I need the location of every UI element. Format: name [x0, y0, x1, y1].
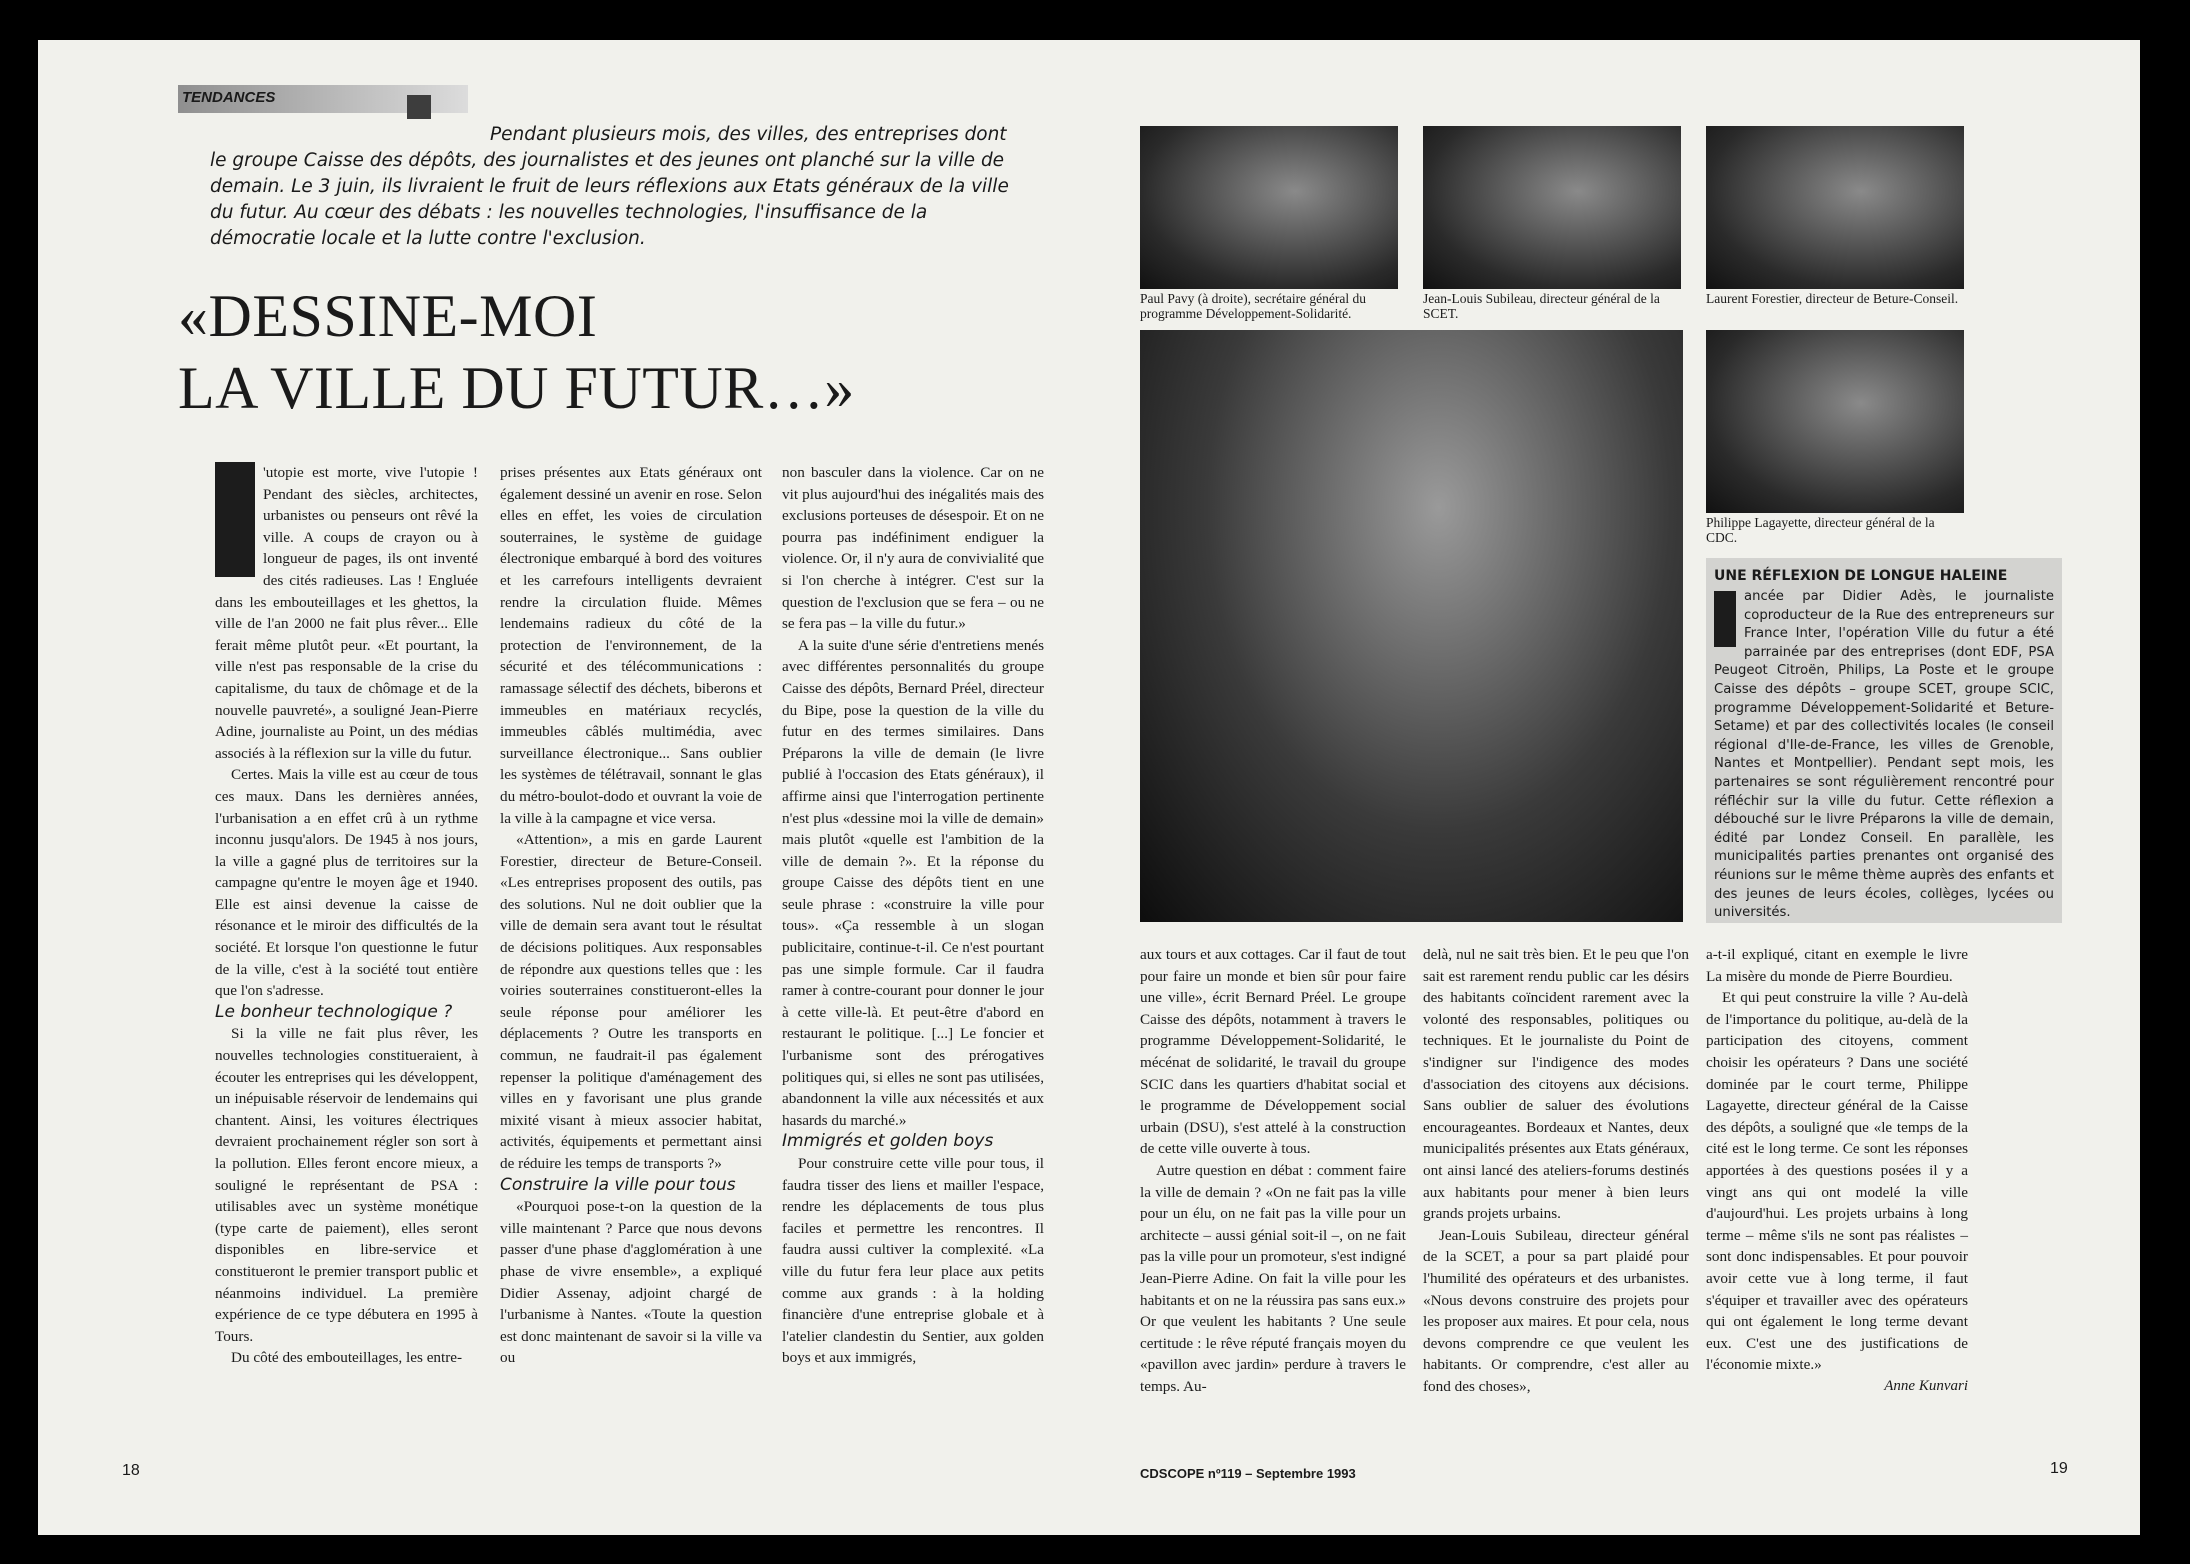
- paragraph: Et qui peut construire la ville ? Au-delà de l'importance du politique, au-delà de la participation des citoyens, comment choisir les opérateurs ? Dans une société dominée par le court terme, Philippe Lagayette, directeur général de la Caisse des dépôts, a souligné que «le temps de la cité est le long terme. Ce sont les réponses apportées à des questions posées il y a vingt ans qui ont modelé la ville d'aujourd'hui. Les projets urbains à long terme – même s'ils ne sont pas réalistes – sont donc indispensables. Et pour pouvoir avoir cette vue à long terme, il faut s'équiper et travailler avec des opérateurs qui ont également le long terme devant eux. C'est une des justifications de l'économie mixte.»: [1706, 989, 1968, 1374]
- headline-line-1: «DESSINE-MOI: [178, 283, 598, 349]
- paragraph: «Attention», a mis en garde Laurent Forestier, directeur de Beture-Conseil. «Les entreprises proposent des outils, pas des solutions. Nul ne doit oublier que la ville de demain sera avant tout le résultat de décisions politiques. Aux responsables de répondre aux questions telles que : les voiries souterraines constitueront-elles la seule réponse pour améliorer les déplacements ? Outre les transports en commun, ne faudrait-il pas également repenser la politique d'aménagement des villes en y favorisant une plus grande mixité visant à mieux associer habitat, activités, équipements et permettant ainsi de réduire les temps de transports ?»: [500, 831, 762, 1172]
- page-number-right: 19: [2050, 1460, 2068, 1477]
- photo-jean-louis-subileau: [1423, 126, 1681, 289]
- caption-lagayette: Philippe Lagayette, directeur général de la CDC.: [1706, 515, 1935, 545]
- sidebar-title: UNE RÉFLEXION DE LONGUE HALEINE: [1714, 568, 2008, 584]
- photo-philippe-lagayette: [1706, 330, 1964, 513]
- paragraph: delà, nul ne sait très bien. Et le peu que l'on sait est rarement rendu public car les désirs des habitants coïncident rarement avec la volonté des responsables, politiques ou techniques. Et le journaliste du Point de s'indigner sur l'indigence des modes d'association des citoyens aux décisions. Sans oublier de saluer des évolutions encourageantes. Bordeaux et Nantes, deux municipalités présentes aux Etats généraux, ont ainsi lancé des ateliers-forums destinés aux habitants pour mener à bien leurs grands projets urbains.: [1423, 946, 1689, 1223]
- section-kicker: TENDANCES: [178, 85, 468, 113]
- photo-etats-generaux: [1140, 330, 1683, 922]
- paragraph: 'utopie est morte, vive l'utopie ! Pendant des siècles, architectes, urbanistes ou penseurs ont rêvé la ville. A coups de crayon ou à longueur de pages, ils ont inventé des cités radieuses. Las ! Engluée dans les embouteillages et les ghettos, la ville de l'an 2000 ne fait plus rêver... Elle ferait même plutôt peur. «Et pourtant, la ville n'est pas responsable de la crise du capitalisme, du taux de chômage et de la nouvelle pauvreté», a souligné Jean-Pierre Adine, journaliste au Point, un des médias associés à la réflexion sur la ville du futur.: [215, 464, 478, 762]
- photo-laurent-forestier: [1706, 126, 1964, 289]
- subheading: Construire la ville pour tous: [500, 1174, 736, 1195]
- paragraph: non basculer dans la violence. Car on ne vit plus aujourd'hui des inégalités mais des exclusions porteuses de désespoir. Et on ne pourra pas indéfiniment endiguer la violence. Or, il n'y aura de convivialité que si l'on cherche à intégrer. C'est sur la question de l'exclusion que se fera – ou ne se fera pas – la ville du futur.»: [782, 464, 1044, 633]
- right-column-1: [1140, 944, 1406, 1397]
- dropcap-l: [1714, 591, 1736, 647]
- paragraph: aux tours et aux cottages. Car il faut de tout pour faire un monde et bien sûr pour faire une ville», écrit Bernard Préel. Le groupe Caisse des dépôts, notamment à travers le programme Développement-Solidarité, le mécénat de solidarité, le travail du groupe SCIC dans les quartiers d'habitat social et le programme de Développement social urbain (DSU), s'est attelé à la construction de cette ville ouverte à tous.: [1140, 946, 1406, 1158]
- headline: [178, 280, 1078, 424]
- subheading: Immigrés et golden boys: [782, 1131, 994, 1152]
- kicker-square-icon: [407, 95, 431, 119]
- left-column-3: [782, 462, 1044, 1369]
- footer-magazine: CDSCOPE nº119 – Septembre 1993: [1140, 1466, 1356, 1481]
- paragraph: «Pourquoi pose-t-on la question de la ville maintenant ? Parce que nous devons passer d'une phase d'agglomération à une phase de vivre ensemble», a expliqué Didier Assenay, adjoint chargé de l'urbanisme à Nantes. «Toute la question est donc maintenant de savoir si la ville va ou: [500, 1198, 762, 1367]
- left-column-1: [215, 462, 478, 1369]
- author-signature: Anne Kunvari: [1884, 1377, 1968, 1394]
- paragraph: Si la ville ne fait plus rêver, les nouvelles technologies constitueraient, à écouter les entreprises qui les développent, un inépuisable réservoir de lendemains qui chantent. Ainsi, les voitures électriques devraient prochainement régler son sort à la pollution. Elles feront encore mieux, a souligné le représentant de PSA : utilisables avec un système monétique (type carte de paiement), elles seront disponibles en libre-service et constitueront le premier transport public et néanmoins individuel. La première expérience de ce type débutera en 1995 à Tours.: [215, 1025, 478, 1345]
- paragraph: Certes. Mais la ville est au cœur de tous ces maux. Dans les dernières années, l'urbanisation a en effet crû à un rythme inconnu jusqu'alors. De 1945 à nos jours, la ville a gagné plus de territoires sur la campagne qu'entre le moyen âge et 1940. Elle est ainsi devenue la caisse de résonance et le miroir des difficultés de la société. Et lorsque l'on questionne le futur de la ville, c'est à la société tout entière que l'on s'adresse.: [215, 766, 478, 1000]
- dropcap-l: [215, 462, 255, 577]
- headline-line-2: LA VILLE DU FUTUR…»: [178, 355, 855, 421]
- right-column-2: [1423, 944, 1689, 1397]
- sidebar-box: [1706, 558, 2062, 923]
- right-column-3: [1706, 944, 1968, 1397]
- left-column-2: [500, 462, 762, 1369]
- sidebar-text: ancée par Didier Adès, le journaliste coproducteur de la Rue des entrepreneurs sur France Inter, l'opération Ville du futur a été parrainée par des entreprises (dont EDF, PSA Peugeot Citroën, Philips, La Poste et le groupe Caisse des dépôts – groupe SCET, groupe SCIC, programme Développement-Solidarité et Beture-Setame) et par des collectivités locales (le conseil régional d'Ile-de-France, les villes de Grenoble, Nantes et Montpellier). Pendant sept mois, les partenaires se sont régulièrement rencontré pour réfléchir sur la ville du futur. Cette réflexion a débouché sur le livre Préparons la ville de demain, édité par Londez Conseil. En parallèle, les municipalités parties prenantes ont organisé des réunions sur le même thème auprès des enfants et des jeunes de leurs écoles, collèges, lycées ou universités.: [1714, 589, 2054, 921]
- caption-forestier: Laurent Forestier, directeur de Beture-Conseil.: [1706, 291, 1959, 306]
- paragraph: A la suite d'une série d'entretiens menés avec différentes personnalités du groupe Caisse des dépôts, Bernard Préel, directeur du Bipe, pose la question de la ville du futur en des termes similaires. Dans Préparons la ville de demain (le livre publié à l'occasion des Etats généraux), il affirme ainsi que l'interrogation pertinente n'est plus «dessine moi la ville de demain» mais plutôt «quelle est l'ambition de la ville de demain ?». Et la réponse du groupe Caisse des dépôts tient en une seule phrase : «construire la ville pour tous». «Ça ressemble à un slogan publicitaire, continue-t-il. Ce n'est pourtant pas une simple formule. Car il faudra ramer à contre-courant pour donner le jour à cette ville-là. Et peut-être d'abord en restaurant le politique. [...] Le foncier et l'urbanisme sont des prérogatives politiques qui, si elles ne sont pas utilisées, abandonnent la ville aux nécessités et aux hasards du marché.»: [782, 636, 1044, 1129]
- paragraph: Autre question en débat : comment faire la ville de demain ? «On ne fait pas la ville pour un élu, on ne fait pas la ville pour un architecte – aussi génial soit-il –, on ne fait pas la ville pour un promoteur, s'est indigné Jean-Pierre Adine. On fait la ville pour les habitants et on ne la réussira pas sans eux.» Or que veulent les habitants ? Une seule certitude : le rêve réputé français moyen du «pavillon avec jardin» perdure à travers le temps. Au-: [1140, 1161, 1406, 1395]
- paragraph: a-t-il expliqué, citant en exemple le livre La misère du monde de Pierre Bourdieu.: [1706, 946, 1968, 985]
- paragraph: prises présentes aux Etats généraux ont également dessiné un avenir en rose. Selon elles en effet, les voies de circulation souterraines, le système de guidage électronique embarqué à bord des voitures et les carrefours intelligents devraient rendre la circulation fluide. Mêmes lendemains radieux du côté de la protection de l'environnement, de la sécurité et des télécommunications : ramassage sélectif des déchets, biberons et immeubles en matériaux recyclés, immeubles câblés multimédia, avec surveillance électronique... Sans oublier les systèmes de télétravail, sonnant le glas du métro-boulot-dodo et ouvrant la voie de la ville à la campagne et vice versa.: [500, 464, 762, 827]
- sidebar-body: [1706, 588, 2062, 923]
- paragraph: Jean-Louis Subileau, directeur général de la SCET, a pour sa part plaidé pour l'humilité des opérateurs et des urbanistes. «Nous devons construire des projets pour les proposer aux maires. Et pour cela, nous devons comprendre ce que veulent les habitants. Or comprendre, c'est aller au fond des choses»,: [1423, 1226, 1689, 1395]
- subheading: Le bonheur technologique ?: [215, 1001, 453, 1022]
- caption-subileau: Jean-Louis Subileau, directeur général de la SCET.: [1423, 291, 1660, 321]
- intro-text: Pendant plusieurs mois, des villes, des entreprises dont le groupe Caisse des dépôts, des journalistes et des jeunes ont planché sur la ville de demain. Le 3 juin, ils livraient le fruit de leurs réflexions aux Etats généraux de la ville du futur. Au cœur des débats : les nouvelles technologies, l'insuffisance de la démocratie locale et la lutte contre l'exclusion.: [210, 124, 1009, 249]
- caption-paul-pavy: Paul Pavy (à droite), secrétaire général du programme Développement-Solidarité.: [1140, 291, 1367, 321]
- paragraph: Pour construire cette ville pour tous, il faudra tisser des liens et mailler l'espace, rendre les déplacements de tous plus faciles et permettre les rencontres. Il faudra aussi cultiver la complexité. «La ville du futur fera leur place aux petits comme aux grands : à la holding financière d'une entreprise globale et à l'atelier clandestin du Sentier, aux golden boys et aux immigrés,: [782, 1155, 1044, 1367]
- photo-paul-pavy: [1140, 126, 1398, 289]
- page-number-left: 18: [122, 1462, 140, 1479]
- paragraph: Du côté des embouteillages, les entre-: [231, 1349, 463, 1367]
